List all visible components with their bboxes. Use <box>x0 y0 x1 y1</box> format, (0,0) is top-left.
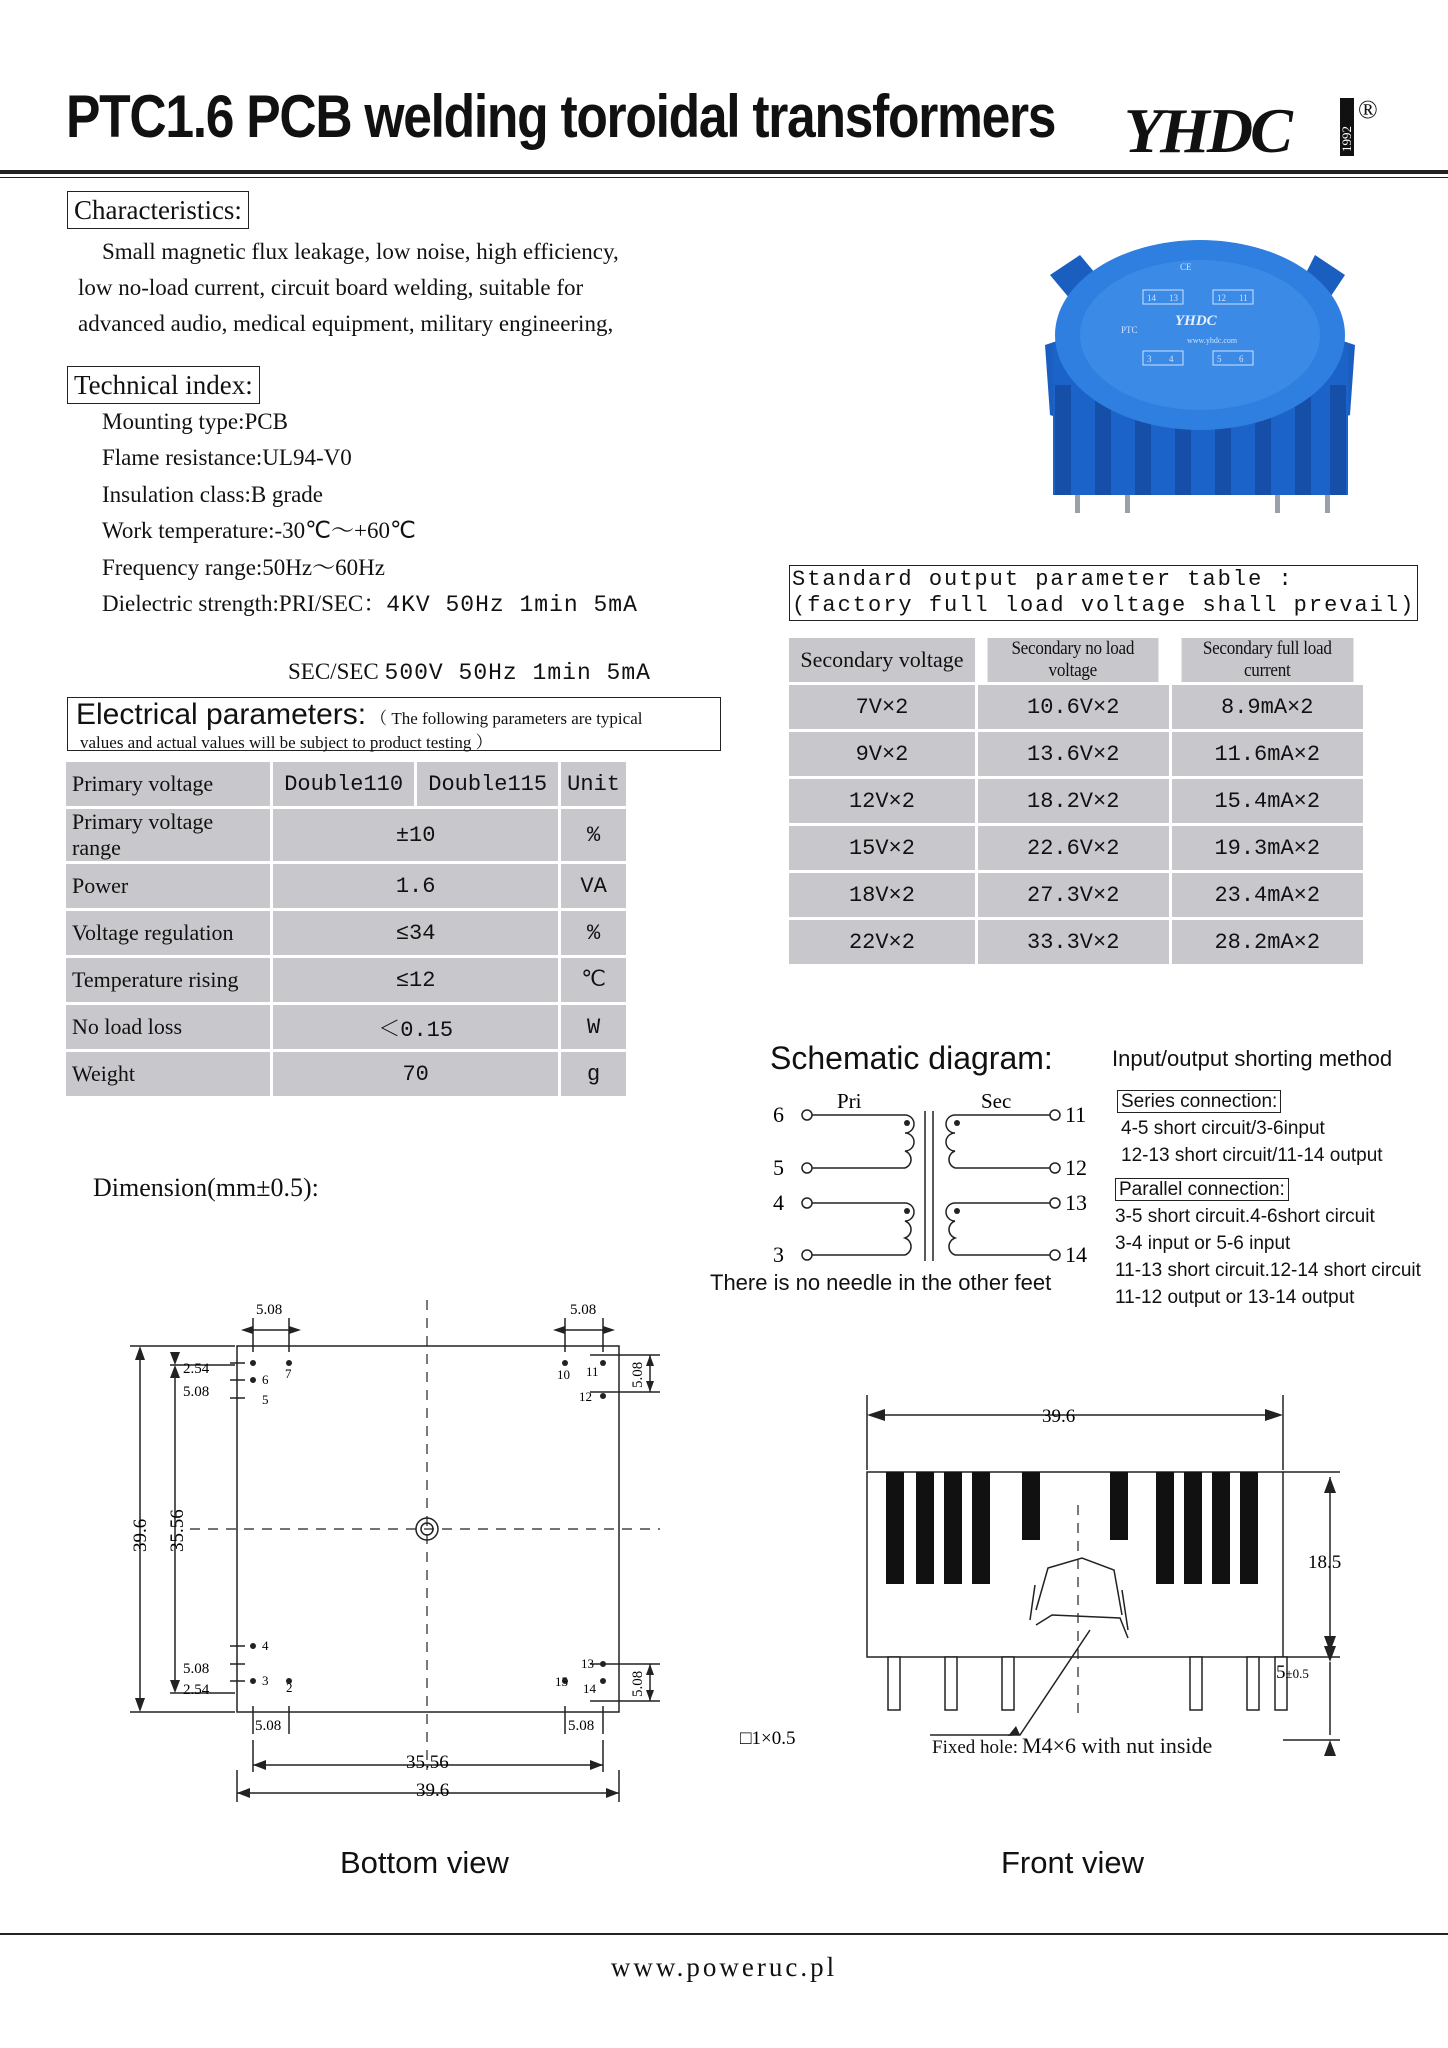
characteristics-line-1: Small magnetic flux leakage, low noise, high efficiency, <box>102 239 619 264</box>
table-row <box>65 863 628 910</box>
schematic-pin-13: 13 <box>1065 1190 1087 1215</box>
cell: 22V×2 <box>788 919 977 966</box>
pin-4-label: 4 <box>262 1638 269 1653</box>
tech-dielectric-value: 4KV 50Hz 1min 5mA <box>386 592 638 618</box>
cell: 11.6mA×2 <box>1170 731 1365 778</box>
pin-11-label: 11 <box>586 1364 599 1379</box>
series-line-1: 4-5 short circuit/3-6input <box>1121 1118 1325 1139</box>
dim-bottom-right-508: 5.08 <box>568 1718 595 1734</box>
pin-15-label: 15 <box>555 1674 568 1689</box>
header-unit: Unit <box>560 761 628 808</box>
dim-right-top-508: 5.08 <box>630 1361 646 1388</box>
electrical-table <box>63 759 629 1099</box>
cell: ±10 <box>272 808 560 863</box>
cell: VA <box>560 863 628 910</box>
schematic-pin-4: 4 <box>773 1190 784 1215</box>
pin-3-label: 3 <box>262 1673 269 1688</box>
standard-output-title <box>789 565 1418 621</box>
parallel-line-2: 3-4 input or 5-6 input <box>1115 1233 1291 1254</box>
cell: No load loss <box>65 1004 272 1051</box>
cell: Weight <box>65 1051 272 1098</box>
electrical-heading: Electrical parameters: <box>76 698 367 731</box>
parallel-line-4: 11-12 output or 13-14 output <box>1115 1287 1355 1308</box>
pin-2-label: 2 <box>286 1680 293 1695</box>
front-view-caption: Front view <box>1001 1845 1144 1880</box>
yhdc-logo <box>1122 92 1380 162</box>
photo-pin-13: 13 <box>1169 293 1178 303</box>
tech-frequency: Frequency range:50Hz～60Hz <box>102 555 385 580</box>
cell: Temperature rising <box>65 957 272 1004</box>
front-pin-tolerance: ±0.5 <box>1285 1666 1309 1681</box>
technical-heading: Technical index: <box>67 366 260 404</box>
dim-top-right-508: 5.08 <box>570 1302 597 1318</box>
standard-output-title-line-1: Standard output parameter table : <box>792 567 1294 592</box>
photo-pin-4: 4 <box>1169 354 1174 364</box>
photo-pin-5: 5 <box>1217 354 1222 364</box>
pin-6-label: 6 <box>262 1372 269 1387</box>
pin-10-label: 10 <box>557 1367 570 1382</box>
tech-insulation: Insulation class:B grade <box>102 482 324 507</box>
schematic-note: There is no needle in the other feet <box>710 1270 1052 1295</box>
bottom-view-drawing <box>100 1290 680 1830</box>
tech-mounting: Mounting type:PCB <box>102 409 288 434</box>
fixed-hole-note <box>932 1733 1212 1759</box>
tech-work-temperature: Work temperature:-30℃～+60℃ <box>102 518 416 543</box>
cell: Voltage regulation <box>65 910 272 957</box>
dim-height-396: 39.6 <box>130 1518 151 1552</box>
table-row <box>788 778 1365 825</box>
photo-pin-6: 6 <box>1239 354 1244 364</box>
dim-right-bottom-508: 5.08 <box>630 1670 646 1697</box>
cell: 15.4mA×2 <box>1170 778 1365 825</box>
logo-year: 1992 <box>1339 126 1354 152</box>
photo-brand: YHDC <box>1175 313 1217 329</box>
table-header-row <box>65 761 628 808</box>
table-header-row <box>788 637 1365 684</box>
header-primary-voltage: Primary voltage <box>65 761 272 808</box>
fixed-hole-value: M4×6 with nut inside <box>1022 1733 1213 1758</box>
pin-14-label: 14 <box>583 1681 596 1696</box>
photo-pin-3: 3 <box>1147 354 1152 364</box>
cell: 13.6V×2 <box>976 731 1170 778</box>
table-row <box>788 919 1365 966</box>
parallel-line-3: 11-13 short circuit.12-14 short circuit <box>1115 1260 1421 1281</box>
cell: 23.4mA×2 <box>1170 872 1365 919</box>
table-row <box>65 1004 628 1051</box>
table-row <box>788 684 1365 731</box>
table-row <box>788 731 1365 778</box>
schematic-sec-label: Sec <box>981 1089 1012 1113</box>
schematic-pin-14: 14 <box>1065 1242 1087 1267</box>
table-row <box>65 910 628 957</box>
dim-width-396: 39.6 <box>416 1780 450 1801</box>
cell: 70 <box>272 1051 560 1098</box>
pin-13-label: 13 <box>581 1656 594 1671</box>
header-full-load-current: Secondary full load current <box>1180 637 1355 684</box>
standard-output-title-line-2: (factory full load voltage shall prevail) <box>792 593 1416 618</box>
series-heading: Series connection: <box>1117 1090 1281 1113</box>
logo-registered-mark: ® <box>1358 95 1378 124</box>
tech-secsec <box>288 654 651 692</box>
front-width-396: 39.6 <box>1042 1406 1076 1427</box>
front-view-pins <box>888 1657 1287 1710</box>
cell: 10.6V×2 <box>976 684 1170 731</box>
logo-text: YHDC <box>1124 95 1290 162</box>
cell: 18V×2 <box>788 872 977 919</box>
cell: Power <box>65 863 272 910</box>
cell: ＜0.15 <box>272 1004 560 1051</box>
header-no-load-voltage: Secondary no load voltage <box>986 637 1160 684</box>
photo-url: www.yhdc.com <box>1187 336 1238 345</box>
fixed-hole-label: Fixed hole: <box>932 1737 1019 1758</box>
footer-rule <box>0 1933 1448 1935</box>
tech-secsec-value: 500V 50Hz 1min 5mA <box>384 660 651 686</box>
photo-model: PTC <box>1121 325 1138 335</box>
cell: 18.2V×2 <box>976 778 1170 825</box>
footer-url: www.poweruc.pl <box>610 1952 838 1982</box>
dimension-heading: Dimension(mm±0.5): <box>93 1173 319 1202</box>
tech-dielectric <box>102 586 638 624</box>
cell: W <box>560 1004 628 1051</box>
shorting-parallel <box>1115 1176 1421 1311</box>
cell: 12V×2 <box>788 778 977 825</box>
parallel-heading: Parallel connection: <box>1115 1178 1289 1201</box>
pin-7-label: 7 <box>285 1366 292 1381</box>
pin-5-label: 5 <box>262 1392 269 1407</box>
photo-pin-14: 14 <box>1147 293 1156 303</box>
cell: 15V×2 <box>788 825 977 872</box>
table-row <box>65 808 628 863</box>
photo-pin-11: 11 <box>1239 293 1248 303</box>
schematic-diagram <box>765 1085 1105 1270</box>
series-line-2: 12-13 short circuit/11-14 output <box>1121 1145 1383 1166</box>
electrical-heading-box <box>67 697 721 751</box>
table-row <box>65 957 628 1004</box>
cell: 22.6V×2 <box>976 825 1170 872</box>
header-secondary-voltage: Secondary voltage <box>788 637 977 684</box>
cell: 7V×2 <box>788 684 977 731</box>
cell: ≤12 <box>272 957 560 1004</box>
shorting-series <box>1117 1088 1383 1169</box>
front-pin-length <box>1276 1662 1309 1683</box>
cell: 1.6 <box>272 863 560 910</box>
cell: ℃ <box>560 957 628 1004</box>
pin-12-label: 12 <box>579 1389 592 1404</box>
dim-height-3556: 35.56 <box>167 1509 188 1552</box>
table-row <box>65 1051 628 1098</box>
schematic-pin-3: 3 <box>773 1242 784 1267</box>
schematic-pin-5: 5 <box>773 1155 784 1180</box>
cell: 27.3V×2 <box>976 872 1170 919</box>
schematic-pin-12: 12 <box>1065 1155 1087 1180</box>
schematic-pin-11: 11 <box>1065 1102 1087 1127</box>
tech-dielectric-label: Dielectric strength:PRI/SEC： <box>102 591 387 616</box>
photo-pin-12: 12 <box>1217 293 1226 303</box>
characteristics-line-3: advanced audio, medical equipment, military engineering, <box>78 311 614 336</box>
schematic-pin-6: 6 <box>773 1102 784 1127</box>
cell: 28.2mA×2 <box>1170 919 1365 966</box>
header-double110: Double110 <box>272 761 416 808</box>
electrical-note-2: values and actual values will be subject to product testing ） <box>80 733 493 752</box>
cell: 9V×2 <box>788 731 977 778</box>
dim-508-left-top: 5.08 <box>183 1384 210 1400</box>
parallel-line-1: 3-5 short circuit.4-6short circuit <box>1115 1206 1375 1227</box>
electrical-note-1: （ The following parameters are typical <box>370 709 643 728</box>
tech-flame: Flame resistance:UL94-V0 <box>102 445 352 470</box>
page-title: PTC1.6 PCB welding toroidal transformers <box>66 83 1056 150</box>
front-pin-length-value: 5 <box>1276 1662 1286 1683</box>
cell: 19.3mA×2 <box>1170 825 1365 872</box>
characteristics-heading: Characteristics: <box>67 191 249 229</box>
dim-254-top: 2.54 <box>183 1361 210 1377</box>
dim-254-bottom: 2.54 <box>183 1682 210 1698</box>
cell: % <box>560 910 628 957</box>
header-rule-thin <box>0 177 1448 178</box>
cell: ≤34 <box>272 910 560 957</box>
front-view-drawing <box>730 1390 1350 1770</box>
dim-bottom-left-508: 5.08 <box>255 1718 282 1734</box>
table-row <box>788 825 1365 872</box>
shorting-title: Input/output shorting method <box>1112 1046 1393 1071</box>
cell: % <box>560 808 628 863</box>
characteristics-line-2: low no-load current, circuit board welding, suitable for <box>78 275 584 300</box>
dim-508-left-bottom: 5.08 <box>183 1661 210 1677</box>
table-row <box>788 872 1365 919</box>
front-pin-size: □1×0.5 <box>740 1728 796 1749</box>
svg-text:CE: CE <box>1180 262 1192 272</box>
bottom-view-caption: Bottom view <box>340 1845 509 1880</box>
header-double115: Double115 <box>416 761 560 808</box>
dim-width-3556: 35.56 <box>406 1752 449 1773</box>
product-photo <box>1035 225 1365 525</box>
front-view-fins <box>886 1472 1258 1584</box>
header-rule <box>0 170 1448 174</box>
dim-top-left-508: 5.08 <box>256 1302 283 1318</box>
tech-secsec-label: SEC/SEC <box>288 659 379 684</box>
schematic-pri-label: Pri <box>837 1089 862 1113</box>
front-height-185: 18.5 <box>1308 1552 1342 1573</box>
cell: Primary voltage range <box>65 808 272 863</box>
cell: g <box>560 1051 628 1098</box>
cell: 8.9mA×2 <box>1170 684 1365 731</box>
schematic-title: Schematic diagram: <box>770 1040 1053 1076</box>
cell: 33.3V×2 <box>976 919 1170 966</box>
standard-output-table <box>786 635 1366 967</box>
